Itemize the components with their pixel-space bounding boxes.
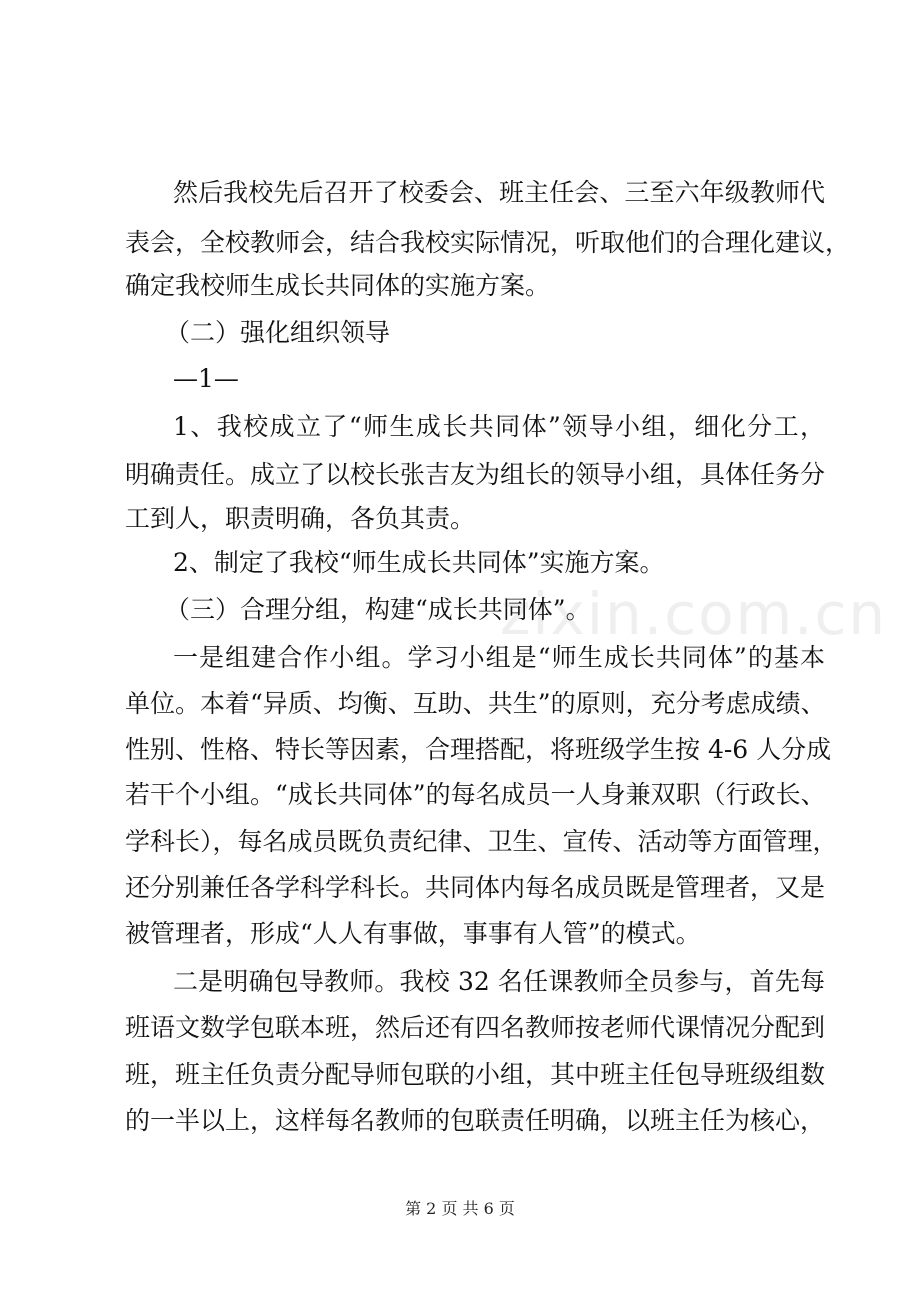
paragraph-line: 班，班主任负责分配导师包联的小组，其中班主任包导班级组数 [125, 1060, 826, 1089]
section-heading: （三）合理分组，构建“成长共同体”。 [165, 595, 591, 624]
paragraph-line: 被管理者，形成“人人有事做，事事有人管”的模式。 [125, 919, 701, 948]
paragraph-line: 表会，全校教师会，结合我校实际情况，听取他们的合理化建议， [125, 228, 851, 257]
watermark: zixin.com.cn [500, 580, 888, 648]
paragraph-line: 工到人，职责明确，各负其责。 [125, 504, 476, 533]
paragraph-line: 班语文数学包联本班，然后还有四名教师按老师代课情况分配到 [125, 1013, 826, 1042]
inline-page-marker: —1— [173, 364, 239, 393]
paragraph-line: 性别、性格、特长等因素，合理搭配，将班级学生按 4-6 人分成 [125, 735, 832, 764]
paragraph-line: 二是明确包导教师。我校 32 名任课教师全员参与，首先每 [173, 967, 825, 996]
paragraph-line: 的一半以上，这样每名教师的包联责任明确，以班主任为核心， [125, 1106, 826, 1135]
paragraph-line: 学科长），每名成员既负责纪律、卫生、宣传、活动等方面管理， [125, 827, 838, 856]
paragraph-line: 若干个小组。“成长共同体”的每名成员一人身兼双职（行政长、 [125, 780, 826, 809]
section-heading: （二）强化组织领导 [165, 318, 391, 347]
page-footer: 第 2 页 共 6 页 [405, 1199, 515, 1218]
paragraph-line: 还分别兼任各学科学科长。共同体内每名成员既是管理者，又是 [125, 873, 826, 902]
paragraph-line: 一是组建合作小组。学习小组是“师生成长共同体”的基本 [173, 643, 825, 672]
paragraph-line: 然后我校先后召开了校委会、班主任会、三至六年级教师代 [173, 178, 825, 207]
paragraph-line: 确定我校师生成长共同体的实施方案。 [125, 271, 551, 300]
paragraph-line: 明确责任。成立了以校长张吉友为组长的领导小组，具体任务分 [125, 460, 826, 489]
paragraph-line: 2、制定了我校“师生成长共同体”实施方案。 [173, 548, 665, 577]
paragraph-line: 单位。本着“异质、均衡、互助、共生”的原则，充分考虑成绩、 [125, 689, 826, 718]
paragraph-line: 1、我校成立了“师生成长共同体”领导小组，细化分工， [173, 412, 825, 441]
